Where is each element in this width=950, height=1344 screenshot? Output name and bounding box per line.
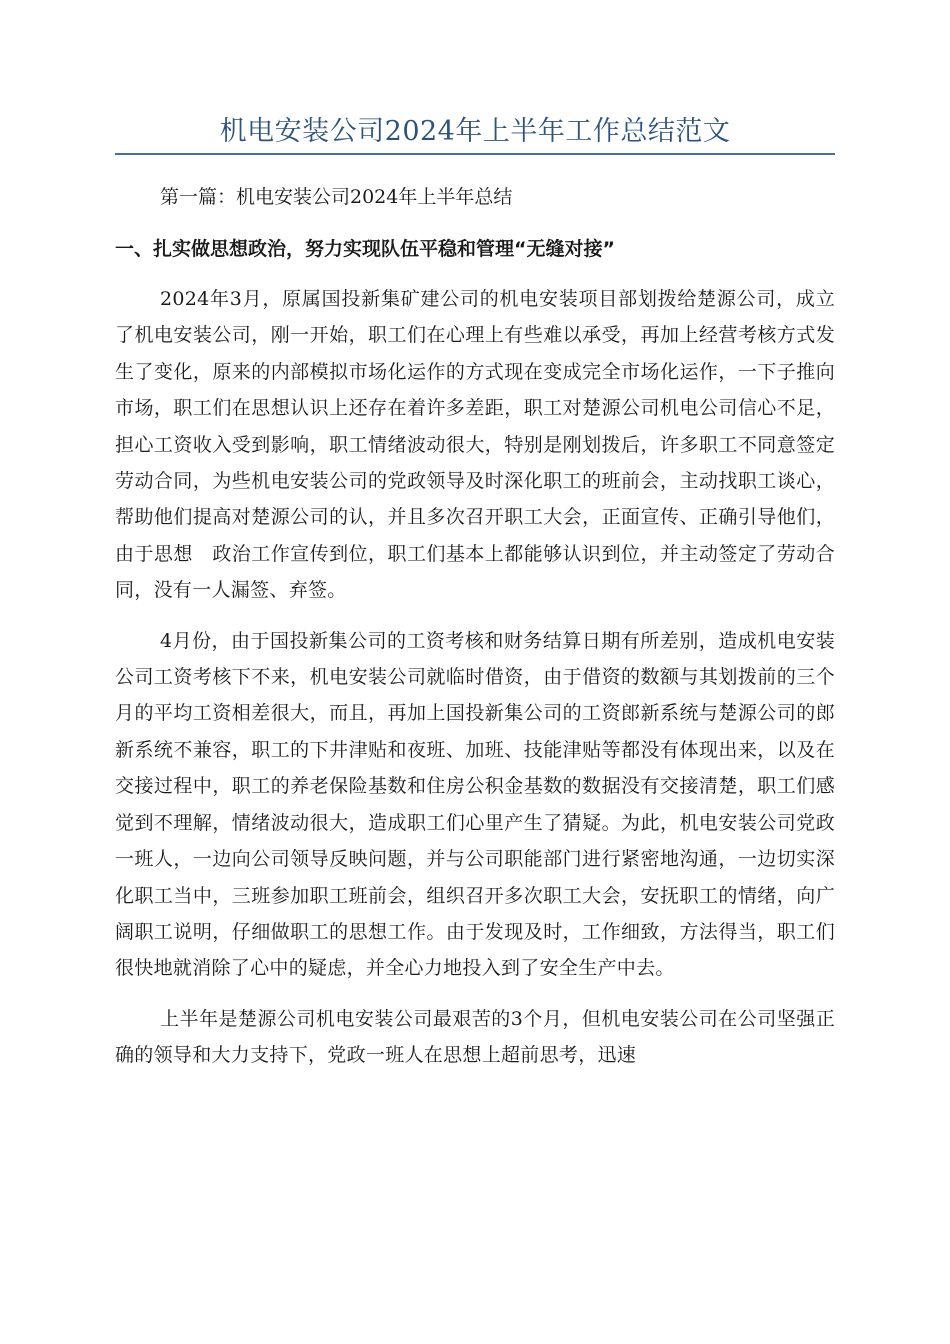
body-paragraph-3: 上半年是楚源公司机电安装公司最艰苦的3个月，但机电安装公司在公司坚强正确的领导和大力支持下，党政一班人在思想上超前思考，迅速 bbox=[115, 1007, 835, 1067]
body-paragraph-1: 2024年3月，原属国投新集矿建公司的机电安装项目部划拨给楚源公司，成立了机电安装公司，刚一开始，职工们在心理上有些难以承受，再加上经营考核方式发生了变化，原来的内部模拟市场化运作的方式现在变成完全市场化运作，一下子推向市场，职工们在思想认识上还存在着许多差距，职工对楚源公司机电公司信心不足，担心工资收入受到影响，职工情绪波动很大，特别是刚划拨后，许多职工不同意签定劳动合同，为些机电安装公司的党政领导及时深化职工的班前会，主动找职工谈心，帮助他们提高对楚源公司的认，并且多次召开职工大会，正面宣传、正确引导他们，由于思想 政治工作宣传到位，职工们基本上都能够认识到位，并主动签定了劳动合同，没有一人漏签、弃签。 bbox=[115, 288, 835, 602]
document-title: 机电安装公司2024年上半年工作总结范文 bbox=[219, 116, 731, 147]
section-heading: 一、扎实做思想政治，努力实现队伍平稳和管理“无缝对接” bbox=[115, 238, 615, 260]
body-paragraph-2: 4月份，由于国投新集公司的工资考核和财务结算日期有所差别，造成机电安装公司工资考核下不来，机电安装公司就临时借资，由于借资的数额与其划拨前的三个月的平均工资相差很大，而且，再加上国投新集公司的工资郎新系统与楚源公司的郎新系统不兼容，职工的下井津贴和夜班、加班、技能津贴等都没有体现出来，以及在交接过程中，职工的养老保险基数和住房公积金基数的数据没有交接清楚，职工们感觉到不理解，情绪波动很大，造成职工们心里产生了猜疑。为此，机电安装公司党政一班人，一边向公司领导反映问题，并与公司职能部门进行紧密地沟通，一边切实深化职工当中，三班参加职工班前会，组织召开多次职工大会，安抚职工的情绪，向广阔职工说明，仔细做职工的思想工作。由于发现及时，工作细致，方法得当，职工们很快地就消除了心中的疑虑，并全心力地投入到了安全生产中去。 bbox=[115, 629, 835, 980]
title-underline bbox=[115, 153, 835, 155]
document-subtitle: 第一篇：机电安装公司2024年上半年总结 bbox=[160, 186, 513, 208]
document-page bbox=[115, 112, 835, 1074]
